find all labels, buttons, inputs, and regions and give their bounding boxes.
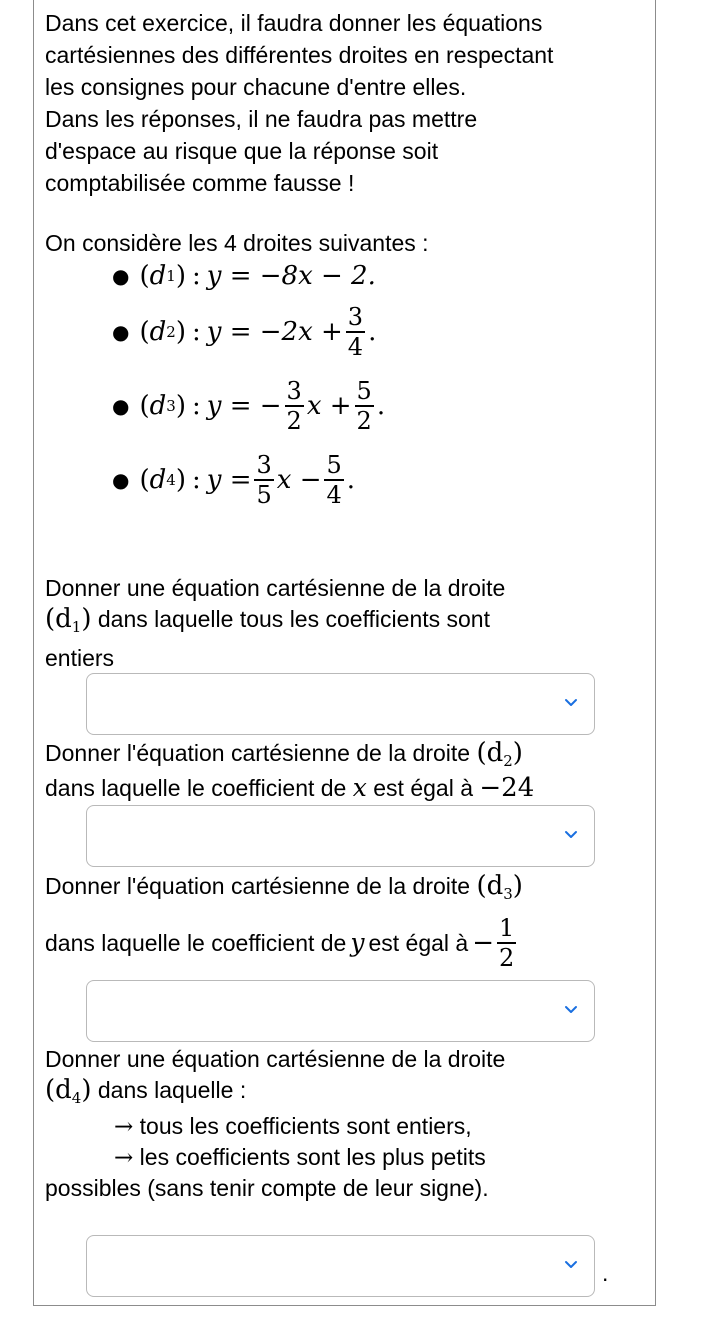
arrow-right-icon: → <box>114 1114 134 1140</box>
line-d1: ● ( d 1 ) : y = −8x − 2. <box>112 261 376 291</box>
chevron-down-icon <box>564 828 578 842</box>
trailing-period: . <box>602 1260 609 1286</box>
intro-line: Dans cet exercice, il faudra donner les équations <box>45 10 543 36</box>
q4-text: Donner une équation cartésienne de la droite <box>45 1046 506 1072</box>
intro-line: cartésiennes des différentes droites en respectant <box>45 42 554 68</box>
line-d3: ● ( d 3 ) : y = − $\frac{3}{2}$ x + $\frac{5}{2}$ . <box>112 377 386 435</box>
answer-select-2[interactable] <box>86 805 595 867</box>
fraction: $\frac{1}{2}$ <box>499 914 515 972</box>
bullet-icon: ● <box>112 394 130 418</box>
q4-text: $(d_4)$ dans laquelle : <box>45 1075 247 1107</box>
fraction: $\frac{5}{2}$ <box>356 377 372 435</box>
answer-select-1[interactable] <box>86 673 595 735</box>
fraction: $\frac{3}{4}$ <box>347 303 364 361</box>
consider-text: On considère les 4 droites suivantes : <box>45 230 429 256</box>
fraction: $\frac{3}{2}$ <box>286 377 302 435</box>
answer-select-3[interactable] <box>86 980 595 1042</box>
bullet-icon: ● <box>112 320 130 344</box>
q4-text: possibles (sans tenir compte de leur signe). <box>45 1175 489 1201</box>
q2-text: Donner l'équation cartésienne de la droite $(d_2)$ <box>45 738 523 770</box>
q3-text: Donner l'équation cartésienne de la droite $(d_3)$ <box>45 871 523 903</box>
q1-text: Donner une équation cartésienne de la droite <box>45 575 506 601</box>
q1-text: $(d_1)$ dans laquelle tous les coefficients sont <box>45 604 490 636</box>
line-d4: ● ( d 4 ) : y = $\frac{3}{5}$ x − $\frac{5}{4}$ . <box>112 451 356 509</box>
intro-line: les consignes pour chacune d'entre elles. <box>45 74 467 100</box>
fraction: $\frac{5}{4}$ <box>326 451 342 509</box>
arrow-right-icon: → <box>114 1145 134 1171</box>
chevron-down-icon <box>564 1003 578 1017</box>
q3-text: dans laquelle le coefficient de y est égal à − $\frac{1}{2}$ <box>45 914 515 972</box>
q1-text: entiers <box>45 645 115 671</box>
bullet-icon: ● <box>112 468 130 492</box>
fraction: $\frac{3}{5}$ <box>256 451 272 509</box>
answer-select-4[interactable] <box>86 1235 595 1297</box>
chevron-down-icon <box>564 1258 578 1272</box>
q4-bullet: → tous les coefficients sont entiers, <box>114 1113 472 1140</box>
intro-line: d'espace au risque que la réponse soit <box>45 138 439 164</box>
q2-text: dans laquelle le coefficient de x est égal à −24 <box>45 773 535 803</box>
chevron-down-icon <box>564 696 578 710</box>
line-d2: ● ( d 2 ) : y = −2x + $\frac{3}{4}$ . <box>112 303 377 361</box>
intro-line: comptabilisée comme fausse ! <box>45 170 355 196</box>
q4-bullet: → les coefficients sont les plus petits <box>114 1144 486 1171</box>
bullet-icon: ● <box>112 264 130 288</box>
intro-line: Dans les réponses, il ne faudra pas mettre <box>45 106 478 132</box>
